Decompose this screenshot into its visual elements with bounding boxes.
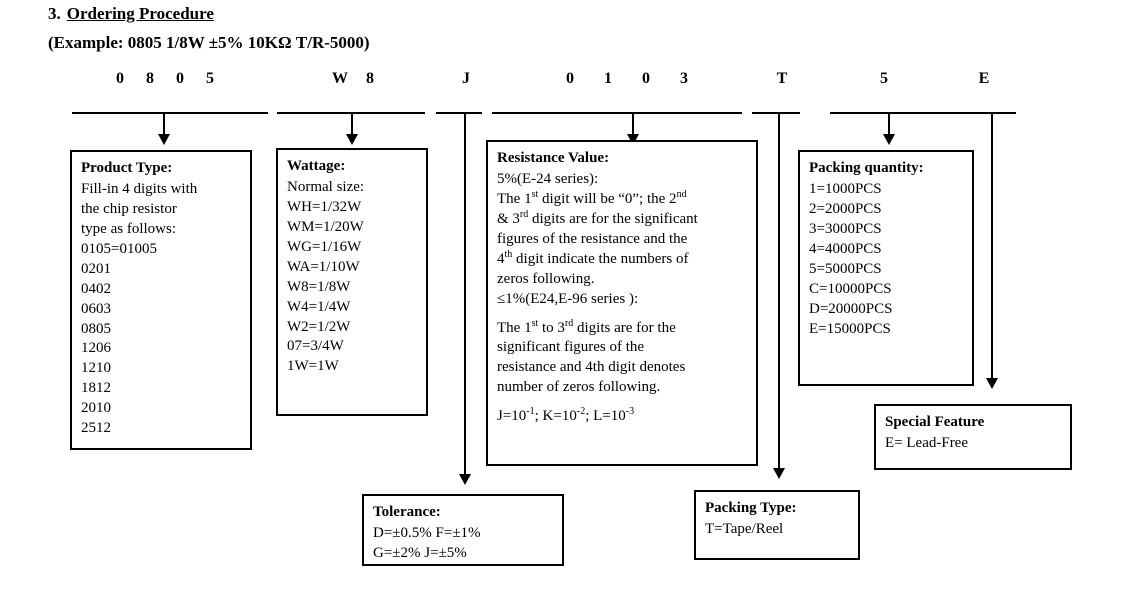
code-char: 8: [146, 70, 154, 87]
box-product-type: [70, 150, 252, 450]
box-title: Tolerance:: [373, 504, 441, 520]
box-line: Fill-in 4 digits with: [81, 180, 198, 197]
box-special-feature: [874, 404, 1072, 470]
connector-line-product-type: [72, 112, 268, 114]
box-line: WM=1/20W: [287, 218, 364, 235]
box-packing-type: [694, 490, 860, 560]
box-line: WG=1/16W: [287, 238, 362, 255]
arrow-icon: [459, 474, 471, 485]
box-line: the chip resistor: [81, 200, 177, 217]
box-line: WA=1/10W: [287, 258, 360, 275]
box-title: Packing Type:: [705, 500, 797, 516]
connector-line-packing-type: [752, 112, 800, 114]
box-line: & 3rd digits are for the significant: [497, 208, 698, 227]
box-line: 1W=1W: [287, 358, 339, 375]
connector-stem-resistance: [632, 112, 634, 136]
box-line: 0603: [81, 300, 111, 317]
box-line: WH=1/32W: [287, 198, 362, 215]
box-line: 5%(E-24 series):: [497, 170, 599, 187]
code-char: J: [462, 70, 470, 87]
arrow-icon: [346, 134, 358, 145]
box-title: Packing quantity:: [809, 160, 924, 176]
box-line: 5=5000PCS: [809, 260, 882, 277]
box-line: D=20000PCS: [809, 300, 893, 317]
code-char: 1: [604, 70, 612, 87]
code-char: T: [776, 70, 788, 87]
connector-stem-wattage: [351, 112, 353, 136]
code-char: 8: [366, 70, 374, 87]
box-line: zeros following.: [497, 270, 595, 287]
code-char: 5: [880, 70, 888, 87]
box-line: 0201: [81, 260, 111, 277]
section-title: Ordering Procedure: [66, 4, 214, 23]
box-line: Normal size:: [287, 178, 365, 195]
box-line: The 1st digit will be “0”; the 2nd: [497, 188, 687, 207]
connector-stem-packing-type: [778, 112, 780, 470]
box-title: Special Feature: [885, 414, 985, 430]
box-title: Resistance Value:: [497, 150, 610, 166]
box-line: D=±0.5% F=±1%: [373, 524, 481, 541]
box-line: figures of the resistance and the: [497, 230, 688, 247]
box-line: C=10000PCS: [809, 280, 892, 297]
box-line: G=±2% J=±5%: [373, 544, 467, 561]
section-number: 3.: [48, 4, 61, 23]
connector-line-packing-quantity: [830, 112, 970, 114]
box-line: 0402: [81, 280, 111, 297]
box-line: 1210: [81, 360, 111, 377]
box-line: 4th digit indicate the numbers of: [497, 248, 689, 267]
code-char: 0: [642, 70, 650, 87]
box-line: The 1st to 3rd digits are for the: [497, 317, 676, 336]
arrow-icon: [986, 378, 998, 389]
arrow-icon: [773, 468, 785, 479]
box-tolerance: [362, 494, 564, 566]
box-title: Product Type:: [81, 160, 173, 176]
box-line: W4=1/4W: [287, 298, 351, 315]
box-line: 2512: [81, 420, 111, 437]
box-line: E= Lead-Free: [885, 434, 968, 451]
box-line: resistance and 4th digit denotes: [497, 359, 686, 376]
box-line: number of zeros following.: [497, 379, 661, 396]
code-char: 0: [116, 70, 124, 87]
box-line: 1=1000PCS: [809, 180, 882, 197]
arrow-icon: [158, 134, 170, 145]
connector-stem-product-type: [163, 112, 165, 136]
box-line: T=Tape/Reel: [705, 520, 784, 537]
connector-stem-special-feature: [991, 112, 993, 380]
box-line: ≤1%(E24,E-96 series ):: [497, 290, 639, 307]
code-char: 0: [566, 70, 574, 87]
box-line: 0105=01005: [81, 240, 157, 257]
box-line: W2=1/2W: [287, 318, 351, 335]
box-line: 3=3000PCS: [809, 220, 882, 237]
box-line: 1812: [81, 380, 111, 397]
box-line: E=15000PCS: [809, 320, 891, 337]
box-wattage: [276, 148, 428, 416]
code-char: 0: [176, 70, 184, 87]
box-line: 4=4000PCS: [809, 240, 882, 257]
box-line: significant figures of the: [497, 339, 645, 356]
box-line: W8=1/8W: [287, 278, 351, 295]
box-title: Wattage:: [287, 158, 346, 174]
box-resistance-value: [486, 140, 758, 466]
code-char: 5: [206, 70, 214, 87]
box-line: 2010: [81, 400, 111, 417]
part-number-code-row: [0, 70, 1146, 92]
connector-line-resistance: [492, 112, 742, 114]
box-line: 1206: [81, 340, 111, 357]
box-line: type as follows:: [81, 220, 176, 237]
box-line: 2=2000PCS: [809, 200, 882, 217]
code-char: 3: [680, 70, 688, 87]
connector-stem-tolerance: [464, 112, 466, 476]
code-char: E: [978, 70, 990, 87]
box-line: 07=3/4W: [287, 338, 344, 355]
example-subtitle: (Example: 0805 1/8W ±5% 10KΩ T/R-5000): [48, 33, 370, 52]
box-line: 0805: [81, 320, 111, 337]
connector-line-tolerance: [436, 112, 482, 114]
code-char: W: [332, 70, 348, 87]
box-packing-quantity: [798, 150, 974, 386]
connector-stem-packing-quantity: [888, 112, 890, 136]
page-title: [48, 4, 214, 24]
box-line: $J=10^{-1}$; $K=10^{-2}$; $L=10^{-3}$: [497, 406, 635, 425]
arrow-icon: [883, 134, 895, 145]
connector-line-special-feature: [960, 112, 1016, 114]
